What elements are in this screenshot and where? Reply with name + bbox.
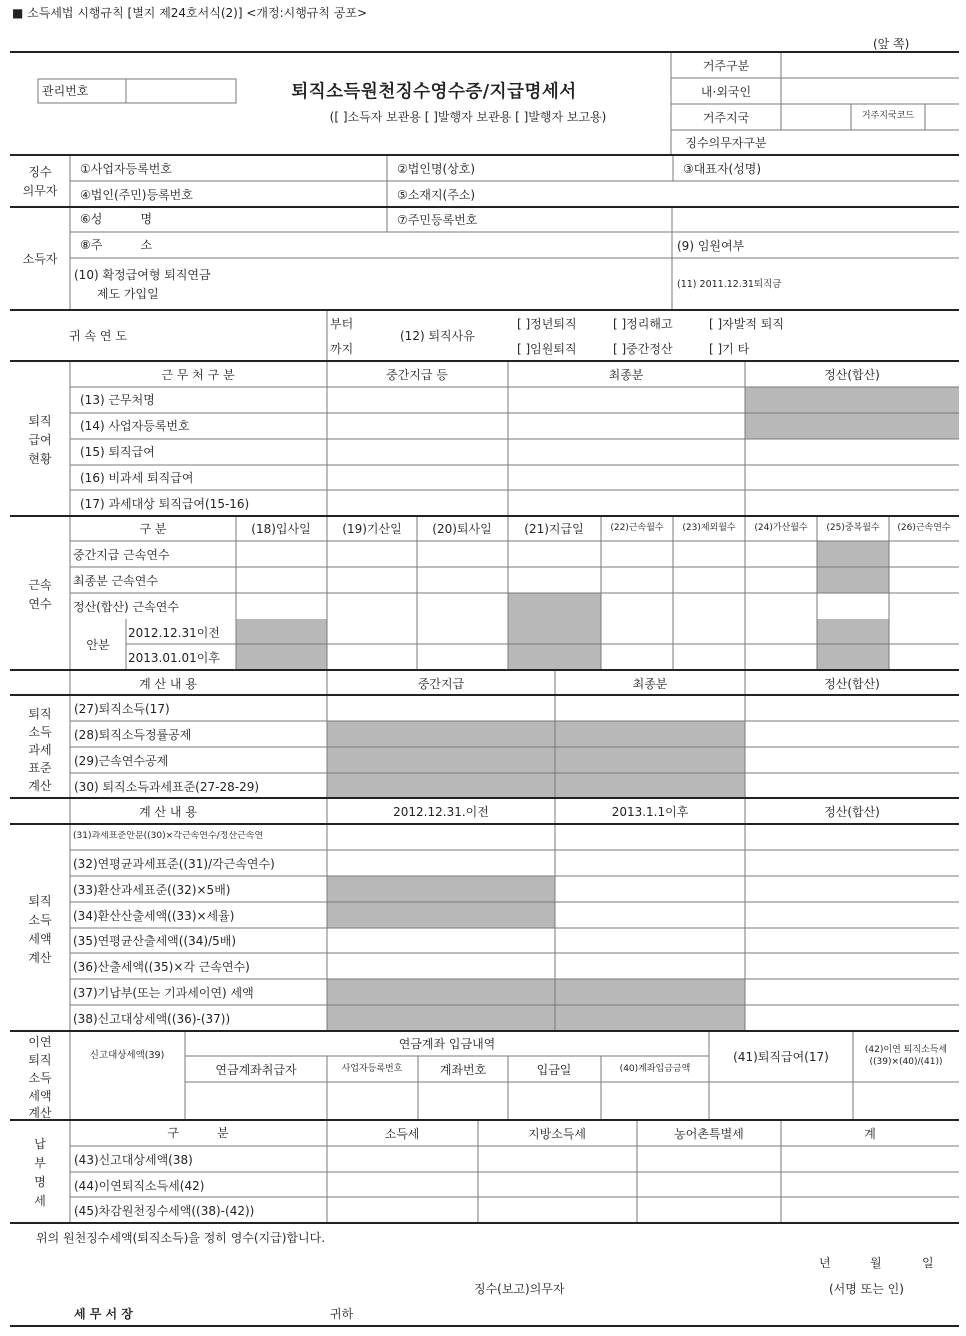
copy-purpose[interactable]: ([ ]소득자 보관용 [ ]발행자 보관용 [ ]발행자 보고용): [329, 110, 607, 124]
tax-calc-col-calc: 계 산 내 용: [139, 805, 197, 819]
col-hire-date: (18)입사일: [251, 522, 311, 536]
row-split-label: 안분: [86, 638, 110, 652]
col-pension-deposit: 연금계좌 입금내역: [398, 1037, 496, 1051]
payment-col-category: 구 분: [167, 1126, 229, 1140]
tax-base-col-settlement: 정산(합산): [824, 677, 880, 691]
row-base-split: (31)과세표준안분((30)×각근속연수/정산근속연: [73, 831, 264, 841]
row-prepaid-tax: (37)기납부(또는 기과세이연) 세액: [73, 986, 254, 1000]
row-reportable-tax-43: (43)신고대상세액(38): [74, 1153, 193, 1167]
reason-other[interactable]: [ ]기 타: [709, 342, 750, 356]
residence-type-label: 거주구분: [702, 59, 750, 73]
col-deposit-amount: (40)계좌입금금액: [619, 1064, 691, 1074]
row-avg-calc-tax: (35)연평균산출세액((34)/5배): [73, 934, 237, 948]
row-retirement-pay: (15) 퇴직급여: [80, 445, 155, 459]
honorific: 귀하: [330, 1307, 354, 1321]
row-workplace-name: (13) 근무처명: [80, 393, 155, 407]
corp-name-label: ②법인명(상호): [397, 162, 476, 176]
db-pension-label: (10) 확정급여형 퇴직연금 제도 가입일: [74, 268, 211, 301]
row-final-years: 최종분 근속연수: [73, 574, 158, 588]
form-title: 퇴직소득원천징수영수증/지급명세서: [291, 82, 577, 102]
row-after-2013: 2013.01.01이후: [128, 651, 220, 665]
payment-col-local-tax: 지방소득세: [528, 1127, 586, 1141]
tax-calc-col-settlement: 정산(합산): [824, 805, 880, 819]
ceo-label: ③대표자(성명): [683, 162, 762, 176]
deferred-label-2: 퇴직: [28, 1053, 52, 1067]
col-settlement: 정산(합산): [824, 368, 880, 382]
form-reference: ■ 소득세법 시행규칙 [별지 제24호서식(2)] <개정:시행규칙 공포>: [12, 6, 368, 20]
row-tax-base: (30) 퇴직소득과세표준(27-28-29): [74, 780, 260, 794]
resident-no-label: ⑦주민등록번호: [397, 213, 478, 227]
col-final: 최종분: [608, 368, 644, 382]
col-start-date: (19)기산일: [342, 522, 402, 536]
retirement-2011-label: (11) 2011.12.31퇴직금: [677, 279, 782, 290]
payment-label-3: 명: [34, 1175, 46, 1189]
row-converted-tax: (34)환산산출세액((33)×세율): [73, 909, 235, 923]
tax-base-col-final: 최종분: [632, 677, 668, 691]
col-retirement-pay-41: (41)퇴직급여(17): [733, 1050, 829, 1064]
col-deferred-tax-formula: ((39)×(40)/(41)): [869, 1057, 943, 1067]
col-overlap-months: (25)중복월수: [826, 523, 880, 533]
col-pay-date: (21)지급일: [524, 522, 584, 536]
col-reportable-tax-39: 신고대상세액(39): [89, 1050, 165, 1061]
withholding-type-label: 징수의무자구분: [685, 136, 767, 150]
tax-calc-label-3: 세액: [28, 932, 52, 946]
payment-col-rural-tax: 농어촌특별세: [674, 1127, 744, 1141]
tax-calc-label-4: 계산: [28, 951, 52, 965]
corp-reg-no-label: ④법인(주민)등록번호: [80, 188, 193, 202]
date-month: 월: [870, 1256, 882, 1270]
payment-col-income-tax: 소득세: [384, 1127, 420, 1141]
reason-layoff[interactable]: [ ]정리해고: [613, 317, 673, 331]
row-retirement-income: (27)퇴직소득(17): [74, 702, 170, 716]
shaded-cells: [236, 387, 959, 1031]
tax-calc-col-before: 2012.12.31.이전: [393, 805, 489, 819]
period-to: 까지: [330, 342, 354, 356]
withholder-label-1: 징수: [28, 165, 52, 179]
earner-name-label: ⑥성 명: [80, 212, 153, 226]
earner-address-label: ⑧주 소: [80, 238, 153, 252]
pay-status-label-3: 현황: [28, 452, 52, 466]
col-account-provider: 연금계좌취급자: [215, 1063, 297, 1077]
payment-label-2: 부: [34, 1156, 46, 1170]
col-workplace: 근 무 처 구 분: [161, 368, 235, 382]
tax-base-label-3: 과세: [28, 743, 52, 757]
executive-label: (9) 임원여부: [677, 239, 745, 253]
col-excluded-months: (23)제외월수: [682, 523, 736, 533]
deferred-label-3: 소득: [28, 1071, 52, 1085]
col-added-months: (24)가산월수: [754, 523, 808, 533]
tax-base-label-1: 퇴직: [28, 707, 52, 721]
mgmt-no-label: 관리번호: [42, 84, 89, 98]
deferred-label-1: 이연: [28, 1035, 52, 1049]
date-year: 년: [819, 1256, 831, 1270]
col-deferred-tax-42: (42)이연 퇴직소득세: [864, 1045, 948, 1055]
row-nontaxable-pay: (16) 비과세 퇴직급여: [80, 471, 194, 485]
col-service-months: (22)근속월수: [610, 523, 664, 533]
receipt-statement: 위의 원천징수세액(퇴직소득)을 정히 영수(지급)합니다.: [36, 1231, 326, 1245]
row-service-deduction: (29)근속연수공제: [74, 754, 169, 768]
residence-country-code-label: 거주지국코드: [861, 111, 915, 121]
tax-base-label-4: 표준: [28, 761, 52, 775]
row-converted-base: (33)환산과세표준((32)×5배): [73, 883, 231, 897]
col-interim: 중간지급 등: [386, 368, 448, 382]
row-avg-tax-base: (32)연평균과세표준((31)/각근속연수): [73, 857, 275, 871]
earner-label: 소득자: [22, 252, 58, 266]
page-side: (앞 쪽): [873, 37, 910, 51]
nationality-label: 내·외국인: [700, 85, 752, 99]
col-provider-bizno: 사업자등록번호: [341, 1064, 403, 1074]
row-taxable-pay: (17) 과세대상 퇴직급여(15-16): [80, 497, 250, 511]
withholder-label-2: 의무자: [22, 184, 58, 198]
tax-calc-label-1: 퇴직: [28, 894, 52, 908]
row-fixed-rate-deduction: (28)퇴직소득정률공제: [74, 728, 192, 742]
period-label: 귀 속 연 도: [69, 329, 127, 343]
col-service-years: (26)근속연수: [897, 523, 951, 533]
mgmt-no-field[interactable]: [127, 80, 235, 102]
retire-reason-label: (12) 퇴직사유: [400, 329, 475, 343]
corp-address-label: ⑤소재지(주소): [397, 188, 476, 202]
payment-col-total: 계: [864, 1127, 876, 1141]
tax-base-label-5: 계산: [28, 779, 52, 793]
deferred-label-4: 세액: [28, 1089, 52, 1103]
tax-base-label-2: 소득: [28, 725, 52, 739]
col-account-no: 계좌번호: [439, 1063, 487, 1077]
tax-office-head: 세 무 서 장: [74, 1307, 133, 1321]
tax-base-col-calc: 계 산 내 용: [139, 677, 197, 691]
period-from: 부터: [330, 317, 354, 331]
row-calc-tax: (36)산출세액((35)×각 근속연수): [73, 960, 250, 974]
payment-label-1: 납: [34, 1137, 46, 1151]
residence-country-label: 거주지국: [702, 111, 750, 125]
pay-status-label-1: 퇴직: [28, 414, 52, 428]
biz-no-label: ①사업자등록번호: [80, 162, 172, 176]
deferred-label-5: 계산: [28, 1106, 52, 1120]
tax-calc-col-after: 2013.1.1이후: [611, 805, 689, 819]
row-net-withholding-45: (45)차감원천징수세액((38)-(42)): [74, 1204, 255, 1218]
service-label-1: 근속: [28, 578, 52, 592]
tax-calc-label-2: 소득: [28, 913, 52, 927]
row-interim-years: 중간지급 근속연수: [73, 548, 170, 562]
row-deferred-tax-44: (44)이연퇴직소득세(42): [74, 1179, 205, 1193]
date-day: 일: [922, 1256, 934, 1270]
pay-status-label-2: 급여: [28, 433, 52, 447]
row-settlement-years: 정산(합산) 근속연수: [73, 600, 179, 614]
col-deposit-date: 입금일: [536, 1063, 572, 1077]
signature-note: (서명 또는 인): [829, 1282, 904, 1296]
col-leave-date: (20)퇴사일: [432, 522, 492, 536]
reason-executive[interactable]: [ ]임원퇴직: [517, 342, 577, 356]
row-reportable-tax: (38)신고대상세액((36)-(37)): [73, 1012, 231, 1026]
payment-label-4: 세: [34, 1194, 46, 1208]
withholder-signature-label: 징수(보고)의무자: [474, 1282, 565, 1296]
row-before-2012: 2012.12.31이전: [128, 626, 220, 640]
reason-voluntary[interactable]: [ ]자발적 퇴직: [709, 317, 784, 331]
col-category: 구 분: [139, 522, 167, 536]
service-label-2: 연수: [28, 597, 52, 611]
reason-interim-settlement[interactable]: [ ]중간정산: [613, 342, 673, 356]
reason-retirement-age[interactable]: [ ]정년퇴직: [517, 317, 577, 331]
row-biz-reg-no: (14) 사업자등록번호: [80, 419, 190, 433]
tax-base-col-interim: 중간지급: [417, 677, 465, 691]
